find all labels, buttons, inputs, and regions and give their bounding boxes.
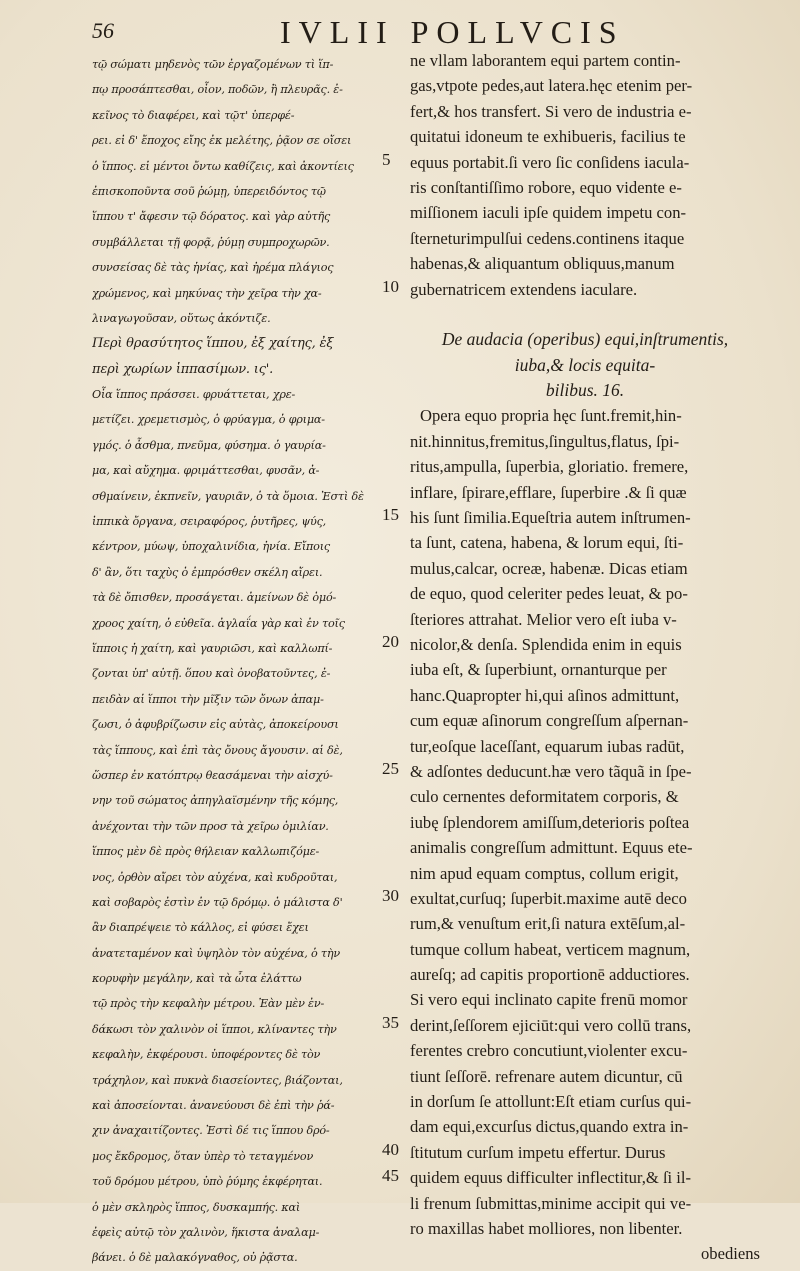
latin-text-line: aureſq; ad capitis proportionē adductiores. [410,965,690,985]
greek-text-line: κεῖνος τὸ διαφέρει, καὶ τῷτ' ὑπερφέ- [92,108,295,122]
latin-text-line: derint,ſeſſorem ejiciūt:qui vero collū trans, [410,1015,692,1035]
greek-text-line: μα, καὶ αὔχημα. φριμάττεσθαι, φυσᾶν, ἀ- [92,464,320,478]
line-number: 25 [382,759,399,779]
latin-text-line: in dorſum ſe attollunt:Eſt etiam curſus qui- [410,1092,692,1112]
latin-text-line: nim apud equam comptus, collum erigit, [410,863,679,883]
greek-text-line: κορυφὴν μεγάλην, καὶ τὰ ὦτα ἐλάττω [92,972,302,986]
greek-text-line: χροος χαίτη, ὁ εὐθεῖα. ἀγλαΐα γὰρ καὶ ἐν τοῖς [92,616,345,630]
latin-text-line: quidem equus difficulter inflectitur,& ſi il- [410,1168,692,1188]
greek-text-line: νος, ὀρθὸν αἴρει τὸν αὐχένα, καὶ κυδροῦται, [92,870,338,884]
line-number: 20 [382,632,399,652]
latin-text-line: exultat,curſuq; ſuperbit.maxime autē deco [410,888,687,908]
latin-text-line: his ſunt ſimilia.Equeſtria autem inſtrumen- [410,508,691,528]
greek-text-line: σθμαίνειν, ἐκπνεῖν, γαυριᾶν, ὁ τὰ ὅμοια. Ἐστὶ δὲ [92,489,364,503]
greek-text-line: ὁ μὲν σκληρὸς ἵππος, δυσκαμπής. καὶ [92,1200,301,1214]
greek-text-line: καὶ σοβαρὸς ἐστὶν ἐν τῷ δρόμῳ. ὁ μάλιστα δ' [92,895,343,909]
latin-text-line: ne vllam laborantem equi partem contin- [410,51,681,70]
latin-text-line: culo cernentes deformitatem corporis, & [410,787,679,807]
greek-text-line: Οἶα ἵππος πράσσει. φρυάττεται, χρε- [92,388,296,402]
greek-text-line: λιναγωγοῦσαν, οὕτως ἀκόντιζε. [92,311,271,325]
latin-text-line: iuba eſt, & ſuperbiunt, ornanturque per [410,660,667,680]
greek-text-line: δάκωσι τὸν χαλινὸν οἱ ἵπποι, κλίναντες τὴν [92,1022,337,1036]
greek-text-line: μετίζει. χρεμετισμὸς, ὁ φρύαγμα, ὁ φριμα- [92,413,325,427]
latin-text-line: nit.hinnitus,fremitus,ſingultus,flatus, ſpi- [410,431,680,451]
latin-text-line: habenas,& aliquantum obliquus,manum [410,254,675,274]
catchword: obediens [701,1244,760,1264]
latin-text-line: nicolor,& denſa. Splendida enim in equis [410,634,682,654]
latin-text-line: ſtitutum curſum impetu effertur. Durus [410,1142,666,1162]
latin-text-line: ris conſtantiſſimo robore, equo vidente e- [410,177,682,197]
greek-text-line: χρώμενος, καὶ μηκύνας τὴν χεῖρα τὴν χα- [92,286,322,300]
greek-text-line: ἀνατεταμένον καὶ ὑψηλὸν τὸν αὐχένα, ὁ τὴν [92,946,340,960]
greek-text-line: μος ἔκδρομος, ὅταν ὑπὲρ τὸ τεταγμένον [92,1149,314,1163]
latin-section-heading-line: bilibus. 16. [545,380,625,401]
latin-text-line: iubę ſplendorem amiſſum,deterioris poſtea [410,812,690,832]
greek-text-line: ὥσπερ ἐν κατόπτρῳ θεασάμεναι τὴν αἰσχύ- [92,768,333,782]
greek-text-line: ὁ ἵππος. εἰ μέντοι ὄντω καθίζεις, καὶ ἀκοντίεις [92,159,354,173]
latin-text-line: ſteriores attrahat. Melior vero eſt iuba v- [410,609,677,629]
greek-text-line: τὰς ἵππους, καὶ ἐπὶ τὰς ὄνους ἄγουσιν. αἱ δὲ, [92,743,343,757]
line-number: 35 [382,1013,399,1033]
latin-text-line: ro maxillas habet molliores, non libenter. [410,1218,683,1238]
greek-text-line: τοῦ δρόμου μέτρου, ὑπὸ ῥύμης ἐκφέρηται. [92,1175,323,1189]
latin-text-line: mulus,calcar, ocreæ, habenæ. Dicas etiam [410,558,688,578]
greek-text-line: πῳ προσάπτεσθαι, οἷον, ποδῶν, ἢ πλευρᾶς. ἐ- [92,83,343,97]
line-number: 10 [382,276,399,296]
greek-text-line: χιν ἀναχαιτίζοντες. Ἐστὶ δέ τις ἵππου δρό- [92,1124,330,1138]
latin-text-column [410,48,760,1267]
latin-text-line: ta ſunt, catena, habena, & lorum equi, ſti- [410,533,684,553]
line-number: 30 [382,886,399,906]
latin-text-line [410,302,760,327]
latin-text-line: & adſontes deducunt.hæ vero tãquã in ſpe- [410,761,692,781]
greek-text-line: ἱππικὰ ὄργανα, σειραφόρος, ῥυτῆρες, ψύς, [92,515,326,529]
running-title: IVLII POLLVCIS [280,14,625,50]
greek-section-heading-line: Περὶ θρασύτητος ἵππου, ἐξ χαίτης, ἐξ [92,336,334,352]
latin-text-line: cum equæ aſinorum congreſſum aſpernan- [410,711,689,731]
greek-text-line: δ' ἂν, ὅτι ταχὺς ὁ ἐμπρόσθεν σκέλη αἴρει. [92,565,323,579]
greek-section-heading-line: περὶ χωρίων ἱππασίμων. ις'. [92,361,274,377]
greek-text-line: τράχηλον, καὶ πυκνὰ διασείοντες, βιάζονται, [92,1073,343,1087]
latin-text-line: dam equi,excurſus dictus,quando extra in- [410,1117,689,1137]
latin-text-line: animalis congreſſum admittunt. Equus ete- [410,838,693,858]
greek-text-line: ἀνέχονται τὴν τῶν προσ τὰ χεῖρω ὁμιλίαν. [92,819,329,833]
greek-text-line: γμός. ὁ ἆσθμα, πνεῦμα, φύσημα. ὁ γαυρία- [92,438,326,452]
greek-text-line: βάνει. ὁ δὲ μαλακόγναθος, οὐ ῥᾷστα. [92,1251,298,1265]
greek-text-line: ἂν διαπρέψειε τὸ κάλλος, εἰ φύσει ἔχει [92,921,309,935]
greek-text-line: ἵππος μὲν δὲ πρὸς θήλειαν καλλωπιζόμε- [92,845,320,859]
greek-text-line: ἵππου τ' ἄφεσιν τῷ δόρατος. καὶ γὰρ αὐτῆς [92,210,331,224]
latin-text-line: Si vero equi inclinato capite frenū momor [410,990,688,1010]
greek-text-line: ζονται ὑπ' αὐτῇ. ὅπου καὶ ὀνοβατοῦντες, ἐ- [92,667,331,681]
greek-text-line: κεφαλὴν, ἐκφέρουσι. ὑποφέροντες δὲ τὸν [92,1048,321,1062]
greek-text-line: ἐφεὶς αὐτῷ τὸν χαλινὸν, ἥκιστα ἀναλαμ- [92,1225,320,1239]
greek-text-line: νην τοῦ σώματος ἀπηγλαϊσμένην τῆς κόμης, [92,794,339,808]
latin-text-line: tur,eoſque laceſſant, equarum iubas radūt, [410,736,685,756]
latin-text-line: hanc.Quapropter hi,qui aſinos admittunt, [410,685,680,705]
latin-text-line: tiunt ſeſſorē. refrenare autem dicuntur, cū [410,1066,683,1086]
latin-text-line: Opera equo propria hęc ſunt.fremit,hin- [420,406,682,426]
greek-text-line: τῷ πρὸς τὴν κεφαλὴν μέτρου. Ἐὰν μὲν ἐν- [92,997,325,1011]
greek-text-line: πειδὰν αἱ ἵπποι τὴν μῖξιν τῶν ὄνων ἀπαμ- [92,692,324,706]
line-number: 45 [382,1165,399,1185]
latin-text-line: gas,vtpote pedes,aut latera.hęc etenim per- [410,76,693,96]
greek-text-line: ἵπποις ἡ χαίτη, καὶ γαυριῶσι, καὶ καλλωπί- [92,641,333,655]
greek-text-line: ζωσι, ὁ ἀφυβρίζωσιν εἰς αὐτὰς, ἀποκείρουσι [92,718,339,732]
greek-text-line: καὶ ἀποσείονται. ἀνανεύουσι δὲ ἐπὶ τὴν ῥά- [92,1099,335,1113]
latin-text-line: quitatui idoneum te exhibueris, facilius te [410,127,686,147]
line-number: 5 [382,149,391,169]
line-number: 15 [382,505,399,525]
greek-text-line: συμβάλλεται τῇ φορᾷ, ῥύμῃ συμπροχωρῶν. [92,235,330,249]
latin-section-heading-line: iuba,& locis equita- [514,354,656,375]
greek-text-line: τῷ σώματι μηδενὸς τῶν ἐργαζομένων τὶ ἵπ- [92,58,334,71]
latin-text-line: miſſionem iaculi ipſe quidem impetu con- [410,203,687,223]
latin-text-line: fert,& hos transfert. Si vero de industria e- [410,101,692,121]
latin-text-line: rum,& venuſtum erit,ſi natura extēſum,al- [410,914,686,934]
latin-text-line: ferentes crebro concutiunt,violenter excu- [410,1041,688,1061]
latin-text-line: inflare, ſpirare,efflare, ſuperbire .& ſi quæ [410,482,687,502]
latin-text-line: gubernatricem extendens iaculare. [410,279,638,299]
latin-text-line: tumque collum habeat, verticem magnum, [410,939,691,959]
greek-text-line: ἐπισκοποῦντα σοῦ ῥώμῃ, ὑπερειδόντος τῷ [92,184,326,198]
latin-text-line: equus portabit.ſi vero ſic conſidens iacula- [410,152,690,172]
greek-text-line: κέντρον, μύωψ, ὑποχαλινίδια, ἡνία. Εἴποις [92,540,330,554]
line-number: 40 [382,1140,399,1160]
latin-section-heading-line: De audacia (operibus) equi,inſtrumentis, [441,329,729,350]
latin-text-line: de equo, quod celeriter pedes leuat, & po- [410,584,688,604]
greek-text-line: συνσείσας δὲ τὰς ἡνίας, καὶ ἠρέμα πλάγιος [92,261,334,275]
greek-text-line: τὰ δὲ ὄπισθεν, προσάγεται. ἀμείνων δὲ ὁμό- [92,591,337,605]
page-number: 56 [92,18,114,43]
latin-text-line: li frenum ſubmittas,minime accipit qui ve- [410,1193,692,1213]
latin-text-line: ritus,ampulla, ſuperbia, gloriatio. fremere, [410,457,689,477]
greek-text-column [92,52,382,1271]
greek-text-line: ρει. εἰ δ' ἔποχος εἴης ἐκ μελέτης, ῥᾷον σε οἴσει [92,134,352,148]
latin-text-line: ſterneturimpulſui cedens.continens itaque [410,228,685,248]
